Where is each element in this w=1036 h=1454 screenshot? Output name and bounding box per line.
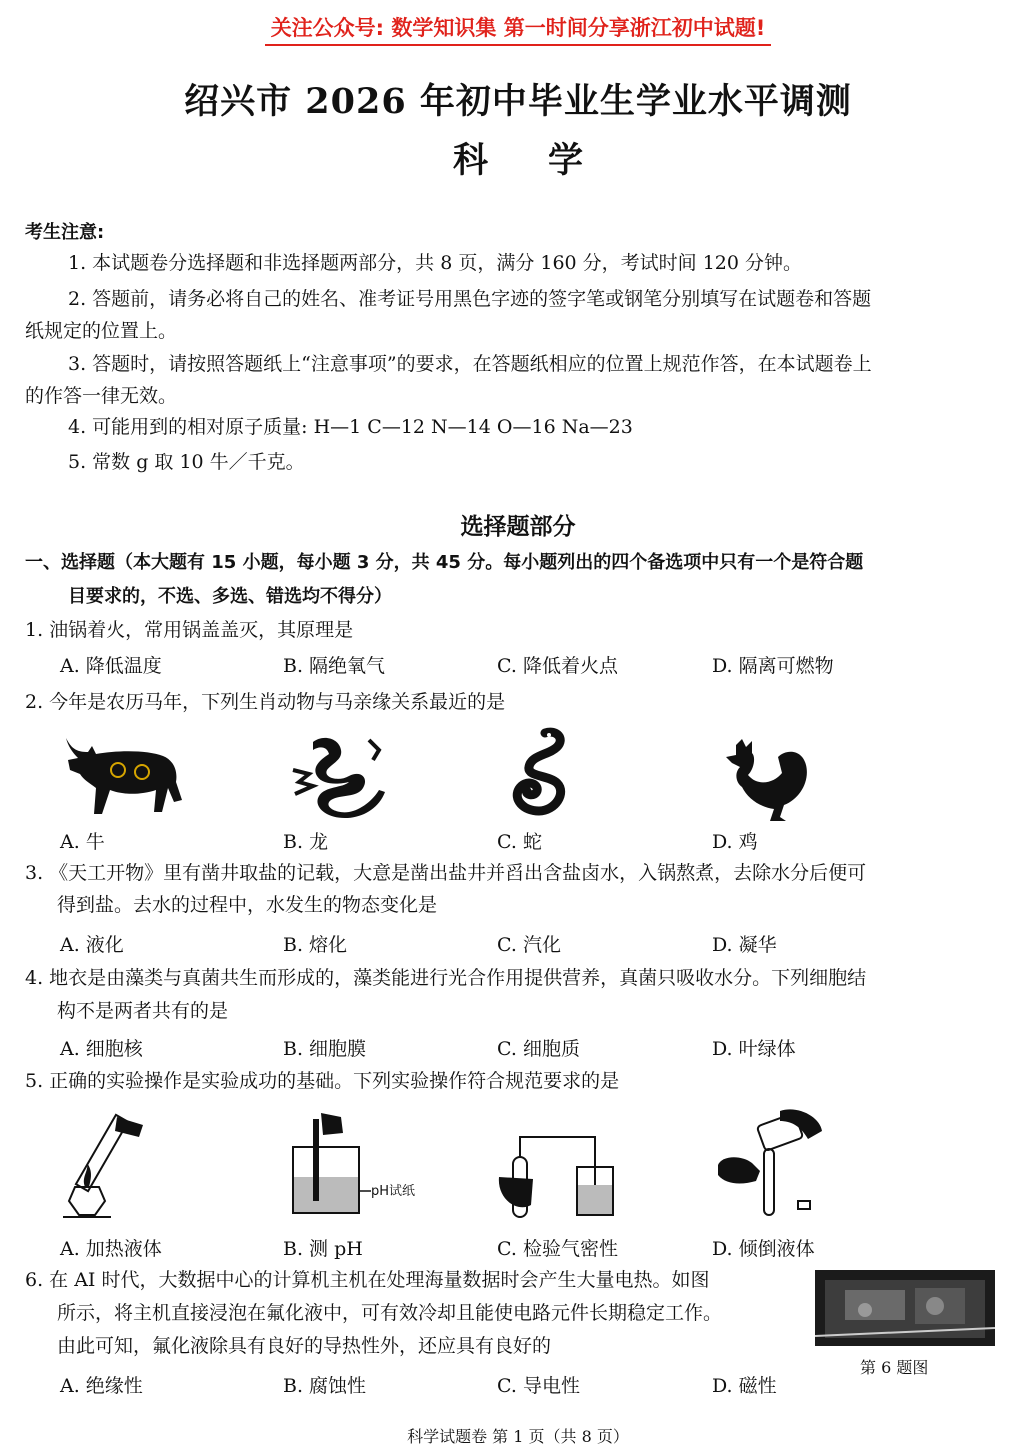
- exam-title: 绍兴市 2026 年初中毕业生学业水平调测: [184, 81, 852, 122]
- section-instruction-1: 一、选择题（本大题有 15 小题，每小题 3 分，共 45 分。每小题列出的四个备选项中只有一个是符合题: [25, 552, 864, 573]
- top-banner: [0, 10, 1036, 48]
- notice-line-3: 3. 答题时，请按照答题纸上“注意事项”的要求，在答题纸相应的位置上规范作答，在本试题卷上: [68, 353, 872, 375]
- notice-line-5: 5. 常数 g 取 10 牛／千克。: [68, 451, 305, 473]
- q2-option-c: C. 蛇: [497, 831, 542, 853]
- q6-option-a: A. 绝缘性: [60, 1375, 143, 1397]
- q6-option-d: D. 磁性: [712, 1375, 777, 1397]
- ox-icon: [58, 730, 188, 820]
- q6-option-b: B. 腐蚀性: [283, 1375, 367, 1397]
- q1-option-c: C. 降低着火点: [497, 655, 618, 677]
- rooster-icon: [712, 735, 812, 825]
- dragon-icon: [283, 730, 393, 820]
- notice-heading: 考生注意:: [25, 222, 105, 243]
- q2-option-b: B. 龙: [283, 831, 329, 853]
- question-3-stem-2: 得到盐。去水的过程中，水发生的物态变化是: [57, 894, 438, 916]
- question-4-stem-2: 构不是两者共有的是: [57, 1000, 229, 1022]
- figure-6-caption: 第 6 题图: [860, 1358, 929, 1377]
- notice-line-2: 2. 答题前，请务必将自己的姓名、准考证号用黑色字迹的签字笔或钢笔分别填写在试题卷和答题: [68, 288, 872, 310]
- q3-option-d: D. 凝华: [712, 934, 777, 956]
- banner-text: 关注公众号: 数学知识集 第一时间分享浙江初中试题!: [265, 12, 772, 46]
- question-2-stem: 2. 今年是农历马年，下列生肖动物与马亲缘关系最近的是: [25, 691, 506, 713]
- q3-option-a: A. 液化: [60, 934, 124, 956]
- page-footer: 科学试题卷 第 1 页（共 8 页）: [407, 1427, 629, 1446]
- q1-option-a: A. 降低温度: [60, 655, 162, 677]
- notice-line-4: 4. 可能用到的相对原子质量: H—1 C—12 N—14 O—16 Na—23: [68, 416, 633, 438]
- notice-line-1: 1. 本试题卷分选择题和非选择题两部分，共 8 页，满分 160 分，考试时间 120 分钟。: [68, 252, 803, 274]
- question-1-stem: 1. 油锅着火，常用锅盖盖灭，其原理是: [25, 619, 354, 641]
- section-title: 选择题部分: [460, 514, 576, 540]
- q3-option-c: C. 汽化: [497, 934, 561, 956]
- question-4-stem-1: 4. 地衣是由藻类与真菌共生而形成的，藻类能进行光合作用提供营养，真菌只吸收水分。下列细胞结: [25, 967, 867, 989]
- q3-option-b: B. 熔化: [283, 934, 348, 956]
- q1-option-d: D. 隔离可燃物: [712, 655, 834, 677]
- q5-option-d: D. 倾倒液体: [712, 1238, 815, 1260]
- heating-liquid-icon: [55, 1105, 150, 1223]
- ph-test-icon: [285, 1105, 415, 1223]
- q6-option-c: C. 导电性: [497, 1375, 580, 1397]
- q4-option-b: B. 细胞膜: [283, 1038, 367, 1060]
- question-5-stem: 5. 正确的实验操作是实验成功的基础。下列实验操作符合规范要求的是: [25, 1070, 620, 1092]
- q2-option-a: A. 牛: [60, 831, 105, 853]
- question-6-stem-3: 由此可知，氟化液除具有良好的导热性外，还应具有良好的: [57, 1335, 552, 1357]
- q4-option-c: C. 细胞质: [497, 1038, 580, 1060]
- q4-option-d: D. 叶绿体: [712, 1038, 796, 1060]
- snake-icon: [505, 725, 575, 820]
- q1-option-b: B. 隔绝氧气: [283, 655, 386, 677]
- q5-option-c: C. 检验气密性: [497, 1238, 618, 1260]
- question-3-stem-1: 3. 《天工开物》里有凿井取盐的记载，大意是凿出盐井并舀出含盐卤水，入锅熬煮，去除水分后便可: [25, 862, 867, 884]
- section-instruction-2: 目要求的，不选、多选、错选均不得分）: [68, 586, 392, 607]
- pouring-liquid-icon: [712, 1105, 832, 1223]
- notice-line-2b: 纸规定的位置上。: [25, 320, 178, 342]
- question-6-stem-1: 6. 在 AI 时代，大数据中心的计算机主机在处理海量数据时会产生大量电热。如图: [25, 1269, 710, 1291]
- exam-subject: 科学: [452, 140, 643, 181]
- q5-option-b: B. 测 pH: [283, 1238, 363, 1260]
- q2-option-d: D. 鸡: [712, 831, 758, 853]
- immersion-cooling-photo: [815, 1270, 995, 1346]
- question-6-stem-2: 所示，将主机直接浸泡在氟化液中，可有效冷却且能使电路元件长期稳定工作。: [57, 1302, 723, 1324]
- q5-option-a: A. 加热液体: [60, 1238, 162, 1260]
- q4-option-a: A. 细胞核: [60, 1038, 143, 1060]
- airtightness-test-icon: [495, 1105, 635, 1223]
- ph-paper-label: pH试纸: [371, 1184, 416, 1199]
- notice-line-3b: 的作答一律无效。: [25, 385, 178, 407]
